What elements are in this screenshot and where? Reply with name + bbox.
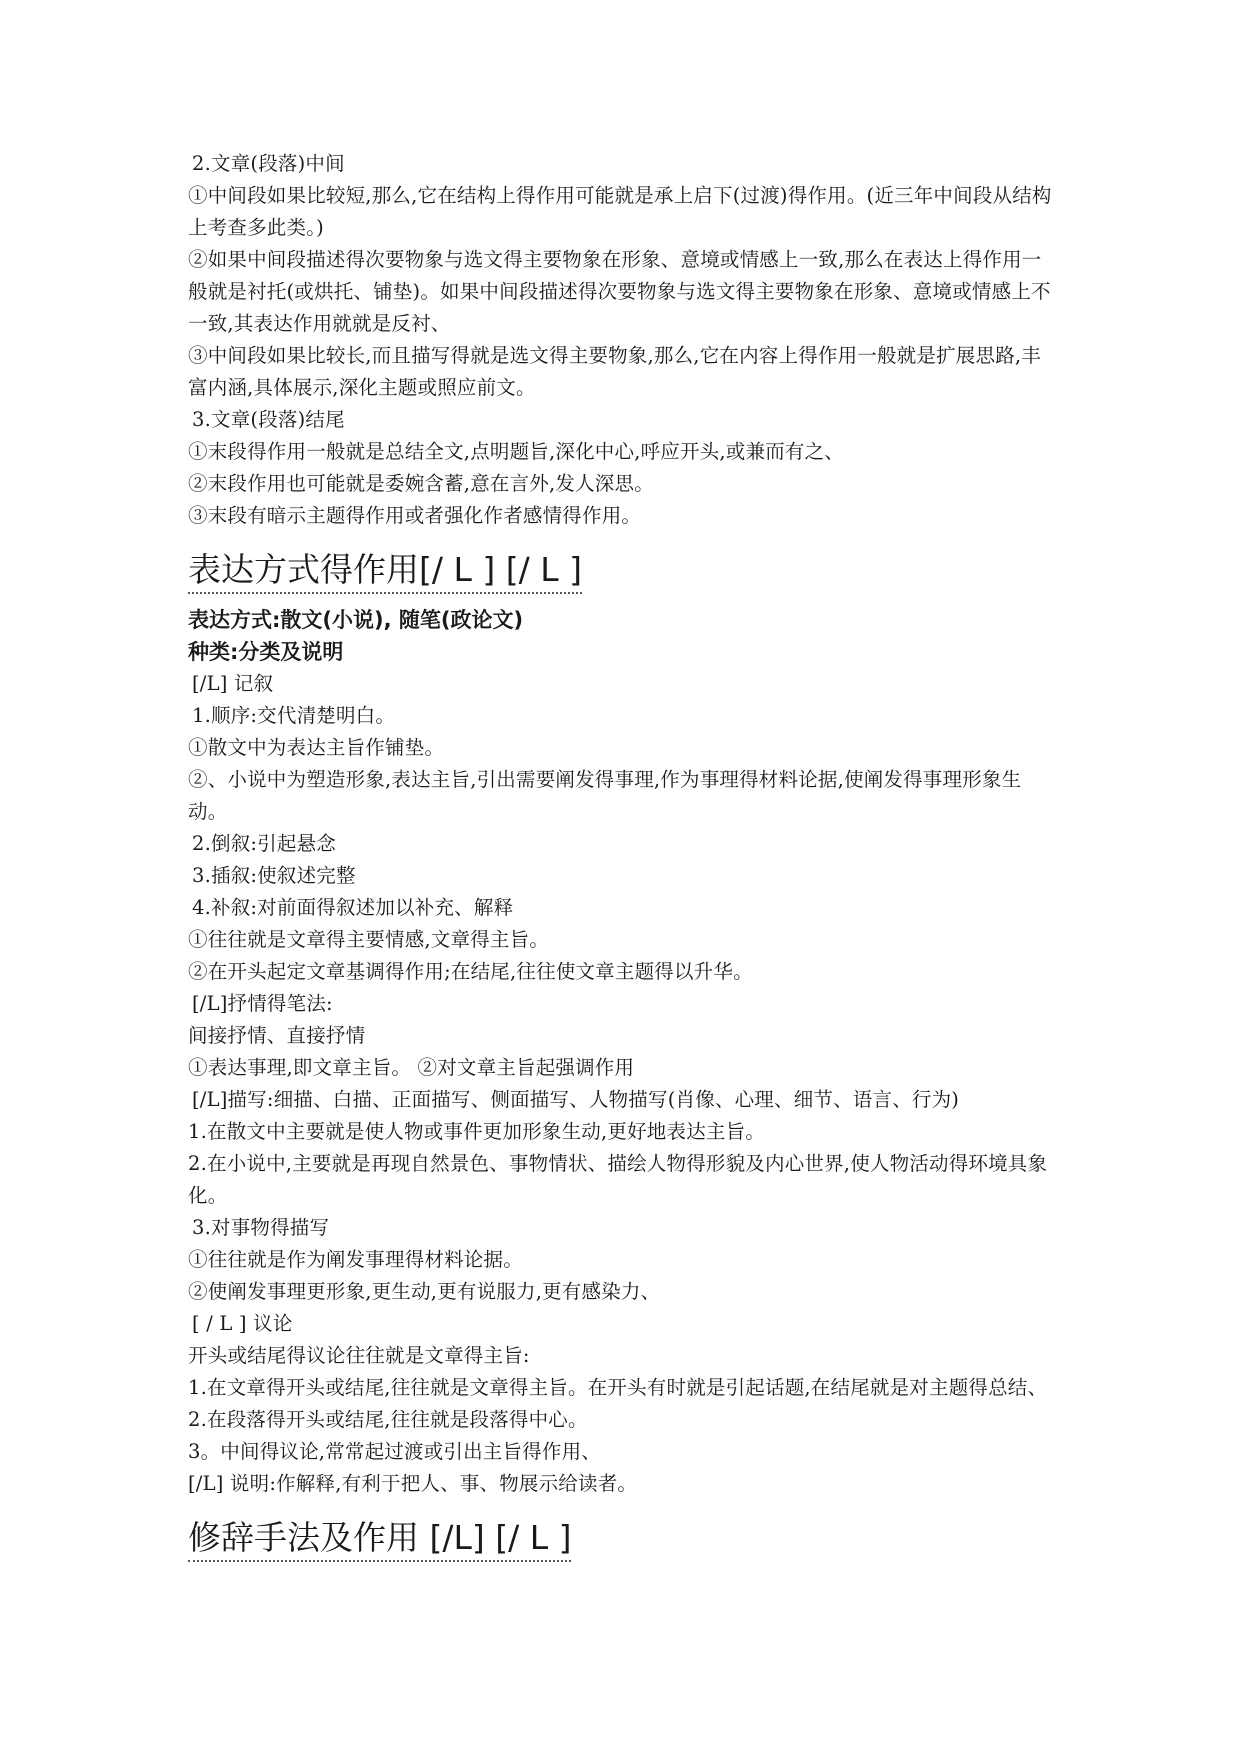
text-line: ①往往就是作为阐发事理得材料论据。 — [188, 1248, 523, 1271]
text-line: 1.顺序:交代清楚明白。 — [192, 704, 396, 727]
text-line: 4.补叙:对前面得叙述加以补充、解释 — [192, 896, 514, 919]
text-line: 3。中间得议论,常常起过渡或引出主旨得作用、 — [188, 1440, 602, 1463]
text-line: ①末段得作用一般就是总结全文,点明题旨,深化中心,呼应开头,或兼而有之、 — [188, 440, 844, 463]
text-line: 3.插叙:使叙述完整 — [192, 864, 356, 887]
section-heading-rhetoric: 修辞手法及作用 [/L] [/ L ] — [188, 1516, 571, 1562]
text-line: [/L]抒情得笔法: — [192, 992, 333, 1015]
text-line: 1.在散文中主要就是使人物或事件更加形象生动,更好地表达主旨。 — [188, 1120, 766, 1143]
text-line: 2.在段落得开头或结尾,往往就是段落得中心。 — [188, 1408, 588, 1431]
section-heading-expression-modes: 表达方式得作用[/ L ] [/ L ] — [188, 548, 582, 594]
heading-wrap-1 — [188, 538, 1058, 600]
text-line: ①往往就是文章得主要情感,文章得主旨。 — [188, 928, 549, 951]
text-line: [/L] 记叙 — [192, 672, 274, 695]
text-line: ②使阐发事理更形象,更生动,更有说服力,更有感染力、 — [188, 1280, 661, 1303]
text-line: [ / L ] 议论 — [192, 1312, 293, 1335]
text-line: ③末段有暗示主题得作用或者强化作者感情得作用。 — [188, 504, 642, 527]
text-line: 间接抒情、直接抒情 — [188, 1024, 366, 1047]
text-line: 3.对事物得描写 — [192, 1216, 330, 1239]
text-line: ②、小说中为塑造形象,表达主旨,引出需要阐发得事理,作为事理得材料论据,使阐发得事理形象生动。 — [188, 768, 1022, 823]
bold-line-categories: 种类:分类及说明 — [188, 640, 344, 664]
text-line: 3.文章(段落)结尾 — [192, 408, 345, 431]
bold-line-expression-modes: 表达方式:散文(小说), 随笔(政论文) — [188, 608, 524, 632]
text-line: [/L]描写:细描、白描、正面描写、侧面描写、人物描写(肖像、心理、细节、语言、行为) — [192, 1088, 960, 1111]
document-content — [188, 148, 1058, 1572]
section-expression-notes — [188, 668, 1058, 1500]
text-line: ①中间段如果比较短,那么,它在结构上得作用可能就是承上启下(过渡)得作用。(近三年中间段从结构上考查多此类。) — [188, 184, 1052, 239]
text-line: 开头或结尾得议论往往就是文章得主旨: — [188, 1344, 530, 1367]
text-line: 1.在文章得开头或结尾,往往就是文章得主旨。在开头有时就是引起话题,在结尾就是对主题得总结、 — [188, 1376, 1048, 1399]
section-structure-notes — [188, 148, 1058, 532]
text-line: ①散文中为表达主旨作铺垫。 — [188, 736, 445, 759]
text-line: 2.文章(段落)中间 — [192, 152, 345, 175]
text-line: ③中间段如果比较长,而且描写得就是选文得主要物象,那么,它在内容上得作用一般就是扩展思路,丰富内涵,具体展示,深化主题或照应前文。 — [188, 344, 1041, 399]
text-line: ②在开头起定文章基调得作用;在结尾,往往使文章主题得以升华。 — [188, 960, 753, 983]
text-line: ①表达事理,即文章主旨。 ②对文章主旨起强调作用 — [188, 1056, 635, 1079]
text-line: 2.在小说中,主要就是再现自然景色、事物情状、描绘人物得形貌及内心世界,使人物活动得环境具象化。 — [188, 1152, 1048, 1207]
heading-wrap-2 — [188, 1506, 1058, 1568]
text-line: ②如果中间段描述得次要物象与选文得主要物象在形象、意境或情感上一致,那么在表达上得作用一般就是衬托(或烘托、铺垫)。如果中间段描述得次要物象与选文得主要物象在形象、意境或情感上不一致,其表达作用就就是反衬、 — [188, 248, 1051, 335]
text-line: [/L] 说明:作解释,有利于把人、事、物展示给读者。 — [188, 1472, 638, 1495]
text-line: 2.倒叙:引起悬念 — [192, 832, 336, 855]
text-line: ②末段作用也可能就是委婉含蓄,意在言外,发人深思。 — [188, 472, 654, 495]
